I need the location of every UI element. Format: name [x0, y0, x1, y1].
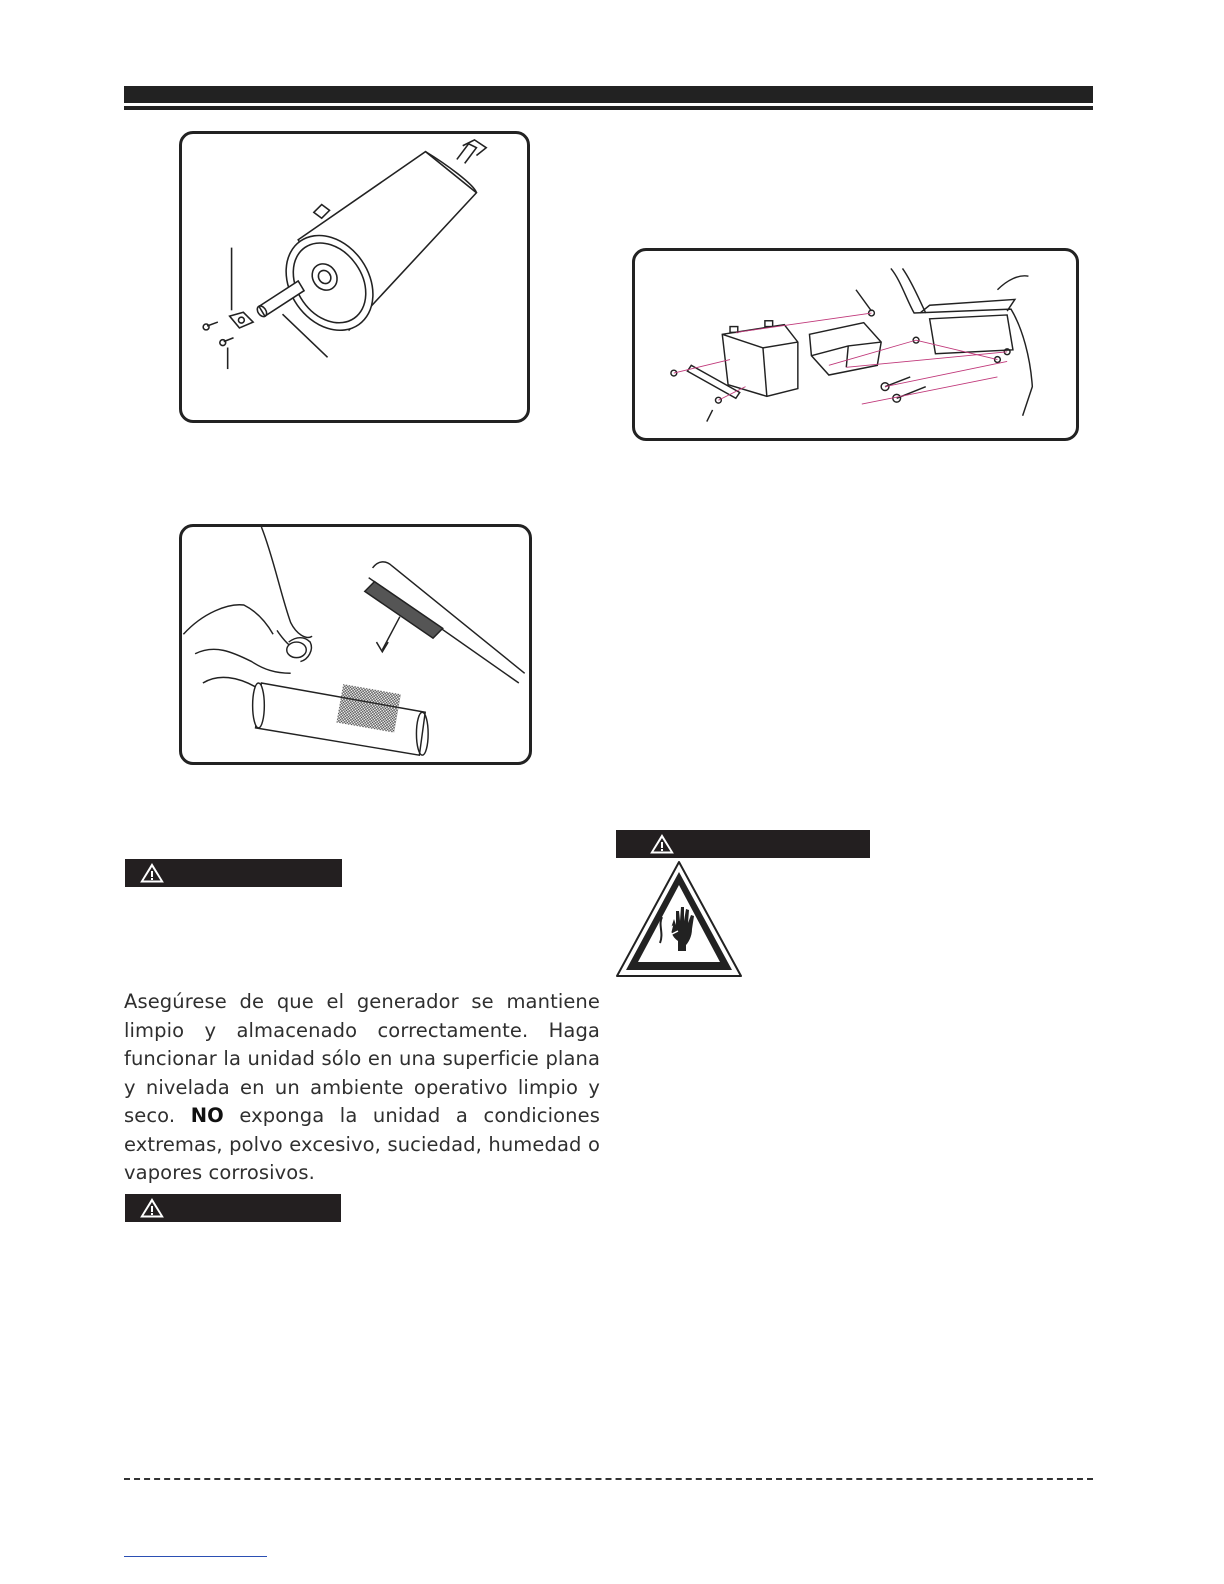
- paragraph-text-part1: Asegúrese de que el generador se mantiene limpio y almacenado correctamente. Haga funcionar la unidad sólo en una superficie plana y nivelada en un ambiente operativo limpio y seco.: [124, 990, 600, 1127]
- muffler-illustration: [182, 134, 527, 420]
- paragraph-emphasis: NO: [190, 1104, 224, 1127]
- battery-illustration: [635, 251, 1076, 438]
- warning-band: [125, 1194, 341, 1222]
- warning-band: [616, 830, 870, 858]
- footer-dashed-rule: [124, 1478, 1093, 1480]
- warning-triangle-icon: [139, 1197, 165, 1219]
- header-bar: [124, 86, 1093, 103]
- brush-illustration: [182, 527, 529, 762]
- electric-shock-hazard-icon: [614, 859, 744, 980]
- muffler-figure: [179, 131, 530, 423]
- header-rule: [124, 106, 1093, 110]
- footer-link-underline[interactable]: [124, 1556, 267, 1557]
- warning-triangle-icon: [649, 833, 675, 855]
- warning-triangle-icon: [139, 862, 165, 884]
- brush-cleaning-figure: [179, 524, 532, 765]
- warning-band: [125, 859, 342, 887]
- cleanliness-storage-paragraph: [124, 988, 600, 1188]
- paragraph-text-part2: exponga la unidad a condiciones extremas, polvo excesivo, suciedad, humedad o vapores corrosivos.: [124, 1104, 600, 1184]
- battery-figure: [632, 248, 1079, 441]
